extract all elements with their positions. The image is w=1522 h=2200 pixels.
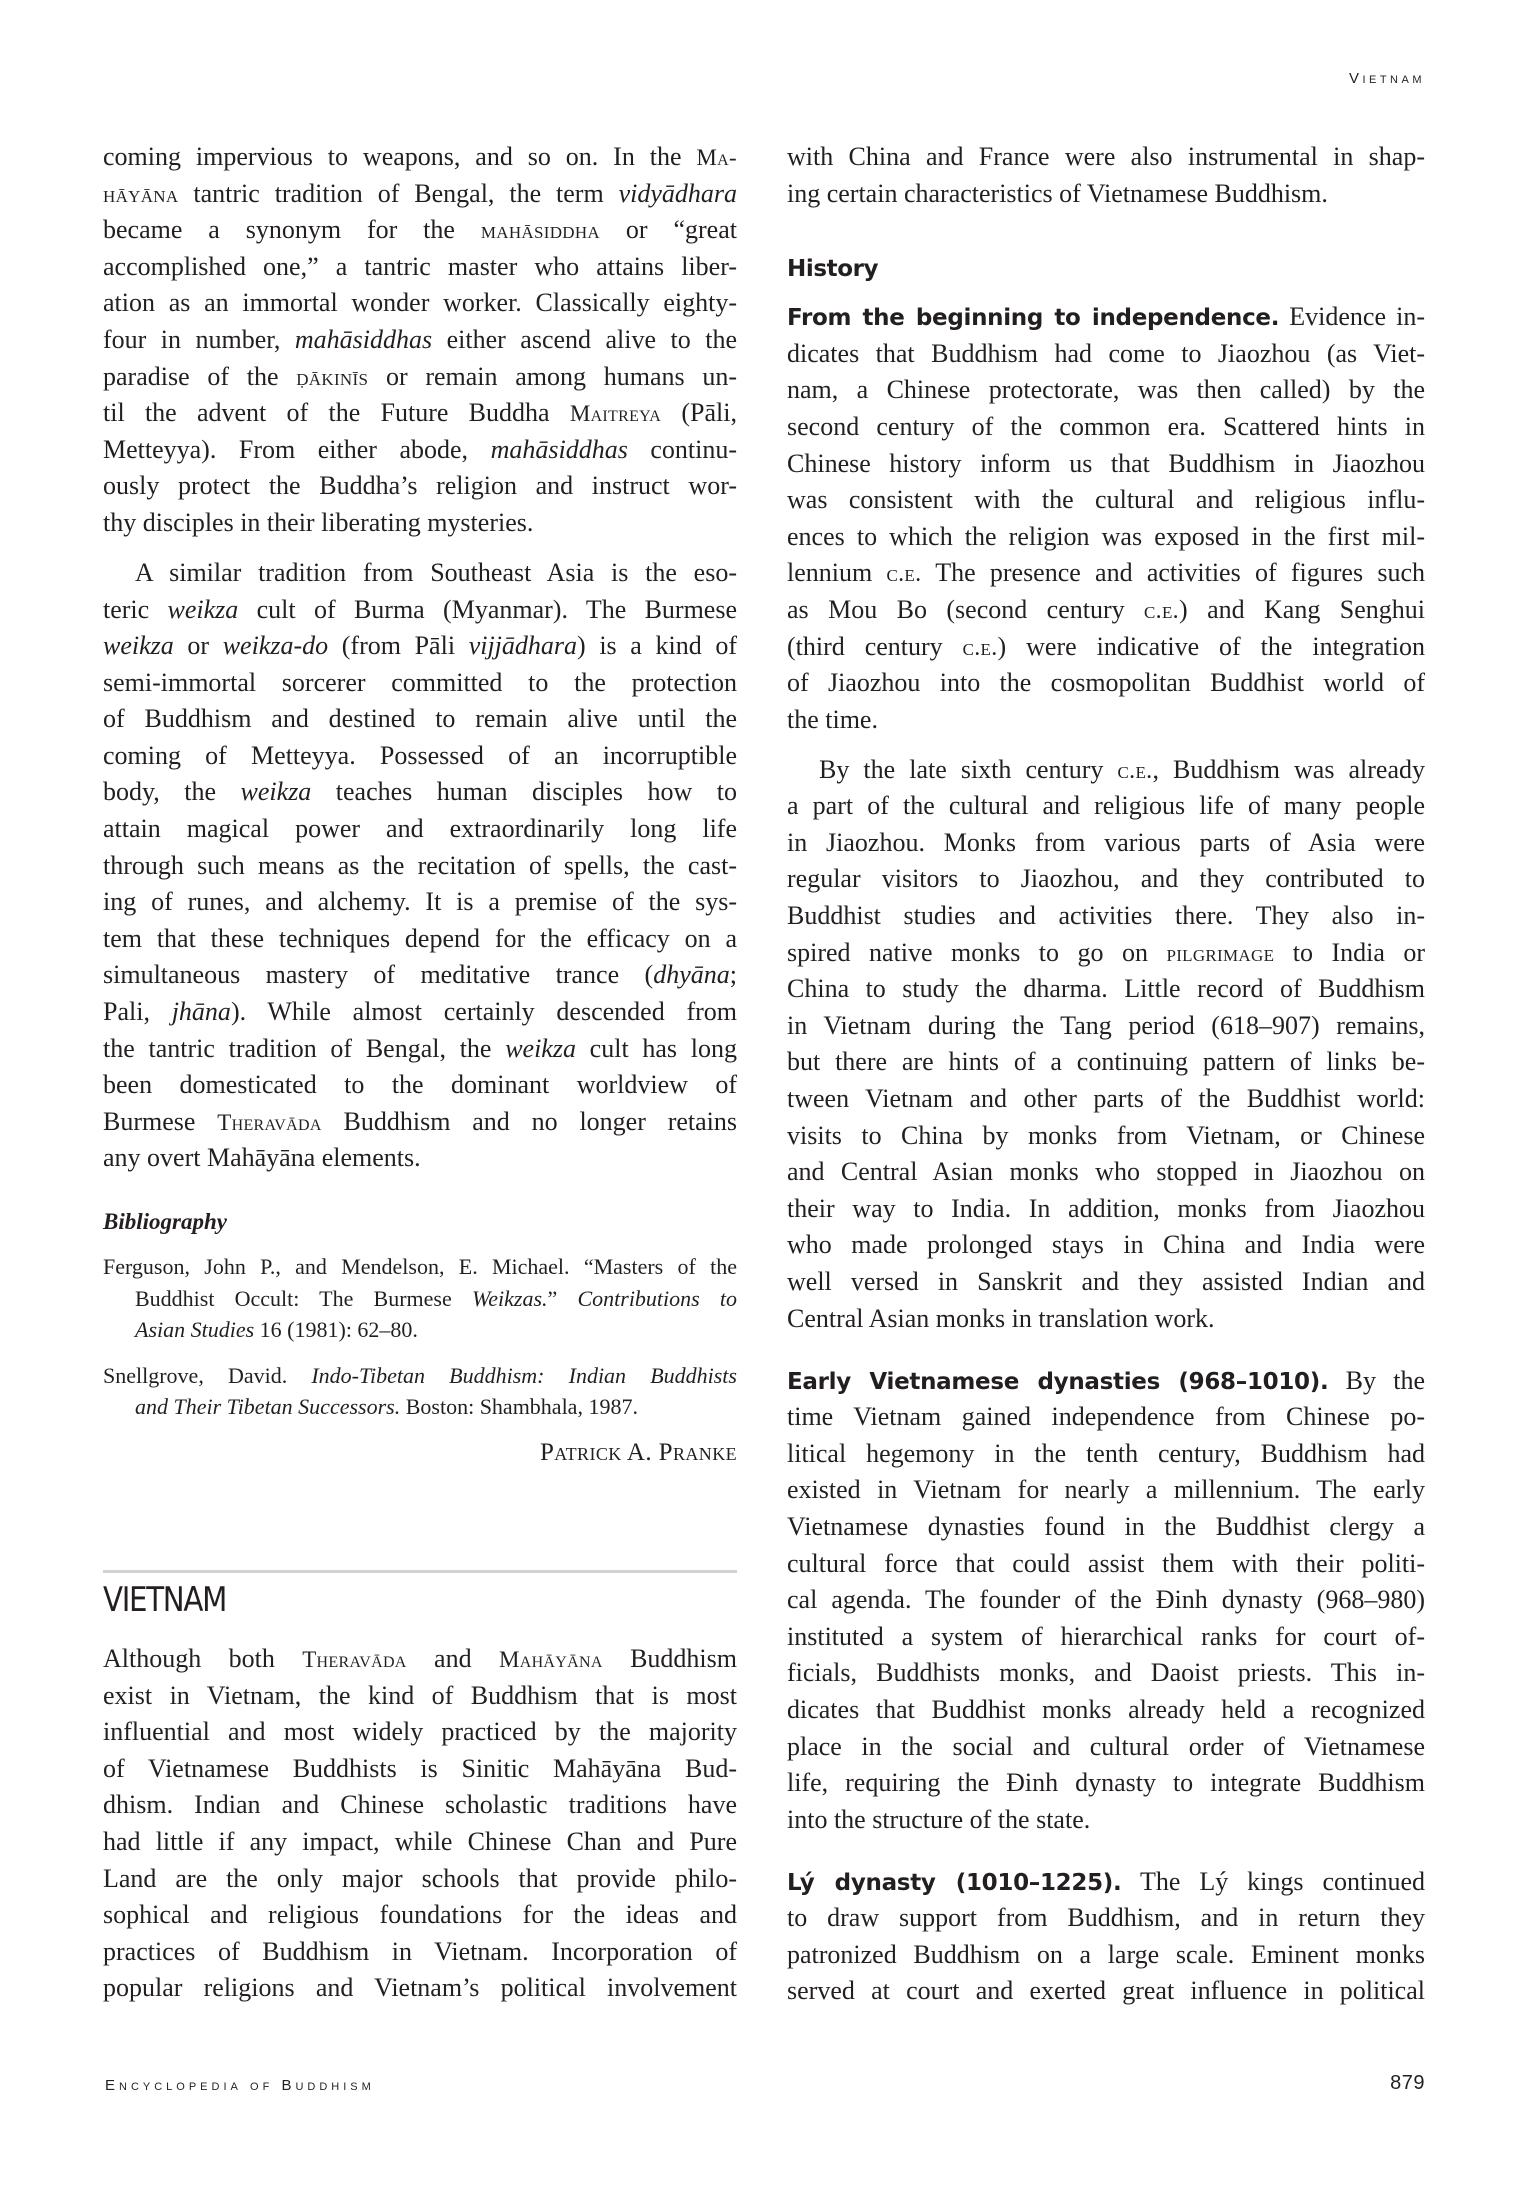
text-line: teric weikza cult of Burma (Myanmar). The Burmese — [103, 594, 737, 624]
text-line: attain magical power and extraordinarily long life — [103, 814, 737, 844]
text-line: to draw support from Buddhism, and in return they — [787, 1903, 1425, 1933]
footer-book-title: Encyclopedia of Buddhism — [105, 2077, 375, 2094]
text-line: influential and most widely practiced by the majority — [103, 1717, 737, 1747]
text-line: time Vietnam gained independence from Chinese po- — [787, 1402, 1425, 1432]
text-line: ing of runes, and alchemy. It is a premise of the sys- — [103, 887, 737, 917]
text-line: Pali, jhāna). While almost certainly descended from — [103, 997, 737, 1027]
text-line: Central Asian monks in translation work. — [787, 1303, 1215, 1333]
running-head: Vietnam — [1348, 70, 1425, 87]
text-line: Early Vietnamese dynasties (968–1010). By the — [787, 1365, 1425, 1395]
text-line: well versed in Sanskrit and they assisted Indian and — [787, 1267, 1425, 1296]
text-line: and Their Tibetan Successors. Boston: Shambhala, 1987. — [135, 1394, 638, 1419]
paragraph-late-sixth-century — [787, 752, 1425, 1338]
text-line: spired native monks to go on pilgrimage to India or — [787, 937, 1425, 967]
text-line: of Jiaozhou into the cosmopolitan Buddhist world of — [787, 668, 1425, 698]
text-line: and Central Asian monks who stopped in Jiaozhou on — [787, 1157, 1425, 1187]
text-line: paradise of the ḍākinīs or remain among humans un- — [103, 361, 737, 391]
text-line: Land are the only major schools that provide philo- — [103, 1863, 737, 1893]
text-line: been domesticated to the dominant worldview of — [103, 1070, 737, 1100]
text-line: accomplished one,” a tantric master who attains liber- — [103, 251, 737, 281]
paragraph-vietnam-intro-continued — [787, 139, 1425, 212]
text-line: cultural force that could assist them with their politi- — [787, 1548, 1425, 1578]
text-line: popular religions and Vietnam’s political involvement — [103, 1973, 737, 2003]
text-line: Buddhist Occult: The Burmese Weikzas.” Contributions to — [135, 1285, 738, 1311]
paragraph-vietnam-intro — [103, 1641, 737, 2007]
text-line: Burmese Theravāda Buddhism and no longer retains — [103, 1106, 737, 1136]
text-line: From the beginning to independence. Evidence in- — [787, 302, 1425, 332]
text-line: of Vietnamese Buddhists is Sinitic Mahāyāna Bud- — [103, 1753, 737, 1783]
text-line: coming impervious to weapons, and so on. In the Ma- — [103, 142, 737, 171]
text-line: in Jiaozhou. Monks from various parts of Asia were — [787, 827, 1425, 857]
text-line: place in the social and cultural order of Vietnamese — [787, 1731, 1425, 1761]
text-line: their way to India. In addition, monks from Jiaozhou — [787, 1193, 1425, 1223]
left-column — [103, 139, 737, 1471]
text-line: the tantric tradition of Bengal, the weikza cult has long — [103, 1033, 737, 1063]
text-line: instituted a system of hierarchical ranks for court of- — [787, 1621, 1425, 1651]
text-line: tween Vietnam and other parts of the Buddhist world: — [787, 1084, 1425, 1114]
text-line: became a synonym for the mahāsiddha or “great — [103, 215, 737, 245]
text-line: Lý dynasty (1010–1225). The Lý kings continued — [787, 1866, 1425, 1896]
author-signature: Patrick A. Pranke — [539, 1438, 737, 1466]
left-column-vietnam-entry — [103, 1641, 737, 2020]
text-line: coming of Metteyya. Possessed of an incorruptible — [103, 740, 737, 770]
text-line: sophical and religious foundations for the ideas and — [103, 1900, 737, 1930]
text-line: Chinese history inform us that Buddhism in Jiaozhou — [787, 448, 1425, 478]
text-line: China to study the dharma. Little record of Buddhism — [787, 974, 1425, 1004]
page-number: 879 — [1390, 2072, 1425, 2094]
text-line: a part of the cultural and religious life of many people — [787, 791, 1425, 821]
text-line: served at court and exerted great influence in political — [787, 1976, 1425, 2006]
text-line: as Mou Bo (second century c.e.) and Kang Senghui — [787, 594, 1425, 624]
text-line: til the advent of the Future Buddha Maitreya (Pāli, — [103, 398, 737, 428]
paragraph-beginning-to-independence — [787, 299, 1425, 738]
entry-divider-rule — [103, 1570, 737, 1573]
text-line: existed in Vietnam for nearly a millennium. The early — [787, 1475, 1425, 1505]
text-line: Although both Theravāda and Mahāyāna Buddhism — [103, 1644, 737, 1673]
text-line: ences to which the religion was exposed in the first mil- — [787, 521, 1425, 551]
text-line: ation as an immortal wonder worker. Classically eighty- — [103, 288, 737, 318]
text-line: of Buddhism and destined to remain alive until the — [103, 704, 737, 734]
text-line: exist in Vietnam, the kind of Buddhism that is most — [103, 1680, 737, 1710]
text-line: litical hegemony in the tenth century, Buddhism had — [787, 1438, 1425, 1468]
text-line: By the late sixth century c.e., Buddhism was already — [819, 754, 1426, 784]
text-line: lennium c.e. The presence and activities of figures such — [787, 558, 1425, 588]
text-line: the time. — [787, 704, 878, 734]
text-line: in Vietnam during the Tang period (618–907) remains, — [787, 1010, 1425, 1040]
text-line: regular visitors to Jiaozhou, and they contributed to — [787, 864, 1425, 894]
text-line: nam, a Chinese protectorate, was then called) by the — [787, 375, 1425, 405]
bibliography-entry-ferguson — [103, 1251, 737, 1346]
text-line: body, the weikza teaches human disciples how to — [103, 777, 737, 807]
text-line: any overt Mahāyāna elements. — [103, 1143, 421, 1173]
text-line: weikza or weikza-do (from Pāli vijjādhara) is a kind of — [103, 631, 737, 661]
bibliography-entry-snellgrove — [103, 1360, 737, 1423]
text-line: simultaneous mastery of meditative trance (dhyāna; — [103, 960, 737, 990]
text-line: practices of Buddhism in Vietnam. Incorporation of — [103, 1936, 737, 1966]
text-line: second century of the common era. Scattered hints in — [787, 411, 1425, 441]
text-line: A similar tradition from Southeast Asia is the eso- — [135, 557, 737, 587]
text-line: tem that these techniques depend for the efficacy on a — [103, 923, 737, 953]
text-line: Metteyya). From either abode, mahāsiddhas continu- — [103, 434, 738, 464]
text-line: was consistent with the cultural and religious influ- — [787, 485, 1425, 515]
text-line: Buddhist studies and activities there. They also in- — [787, 901, 1425, 931]
text-line: life, requiring the Đinh dynasty to integrate Buddhism — [787, 1768, 1425, 1798]
text-line: through such means as the recitation of spells, the cast- — [103, 850, 737, 880]
text-line: visits to China by monks from Vietnam, or Chinese — [787, 1120, 1425, 1150]
right-column — [787, 139, 1425, 2023]
text-line: into the structure of the state. — [787, 1804, 1091, 1834]
bibliography-heading: Bibliography — [103, 1209, 227, 1235]
text-line: dicates that Buddhism had come to Jiaozhou (as Viet- — [787, 338, 1425, 368]
text-line: dicates that Buddhist monks already held a recognized — [787, 1694, 1425, 1724]
entry-title: VIETNAM — [103, 1580, 227, 1620]
text-line: ously protect the Buddha’s religion and instruct wor- — [103, 471, 737, 501]
text-line: dhism. Indian and Chinese scholastic traditions have — [103, 1790, 737, 1820]
paragraph-weikza — [103, 555, 737, 1177]
text-line: with China and France were also instrumental in shap- — [787, 142, 1425, 171]
paragraph-ly-dynasty — [787, 1864, 1425, 2010]
text-line: Ferguson, John P., and Mendelson, E. Michael. “Masters of the — [103, 1254, 737, 1279]
text-line: semi-immortal sorcerer committed to the protection — [103, 667, 737, 697]
text-line: had little if any impact, while Chinese Chan and Pure — [103, 1826, 737, 1856]
text-line: ing certain characteristics of Vietnamese Buddhism. — [787, 178, 1328, 208]
text-line: but there are hints of a continuing pattern of links be- — [787, 1047, 1425, 1077]
paragraph-early-dynasties — [787, 1363, 1425, 1839]
text-line: ficials, Buddhists monks, and Daoist priests. This in- — [787, 1658, 1425, 1688]
text-line: (third century c.e.) were indicative of the integration — [787, 631, 1425, 661]
section-heading-history: History — [787, 255, 879, 282]
text-line: Asian Studies 16 (1981): 62–80. — [135, 1317, 418, 1342]
text-line: Snellgrove, David. Indo-Tibetan Buddhism: Indian Buddhists — [103, 1362, 737, 1388]
text-line: four in number, mahāsiddhas either ascend alive to the — [103, 324, 737, 354]
text-line: Vietnamese dynasties found in the Buddhist clergy a — [787, 1511, 1425, 1541]
text-line: who made prolonged stays in China and India were — [787, 1230, 1425, 1260]
text-line: hāyāna tantric tradition of Bengal, the term vidyādhara — [103, 178, 737, 208]
paragraph-vidyadhara-continued — [103, 139, 737, 542]
text-line: cal agenda. The founder of the Đinh dynasty (968–980) — [787, 1585, 1425, 1615]
text-line: patronized Buddhism on a large scale. Eminent monks — [787, 1939, 1425, 1969]
text-line: thy disciples in their liberating mysteries. — [103, 507, 534, 537]
